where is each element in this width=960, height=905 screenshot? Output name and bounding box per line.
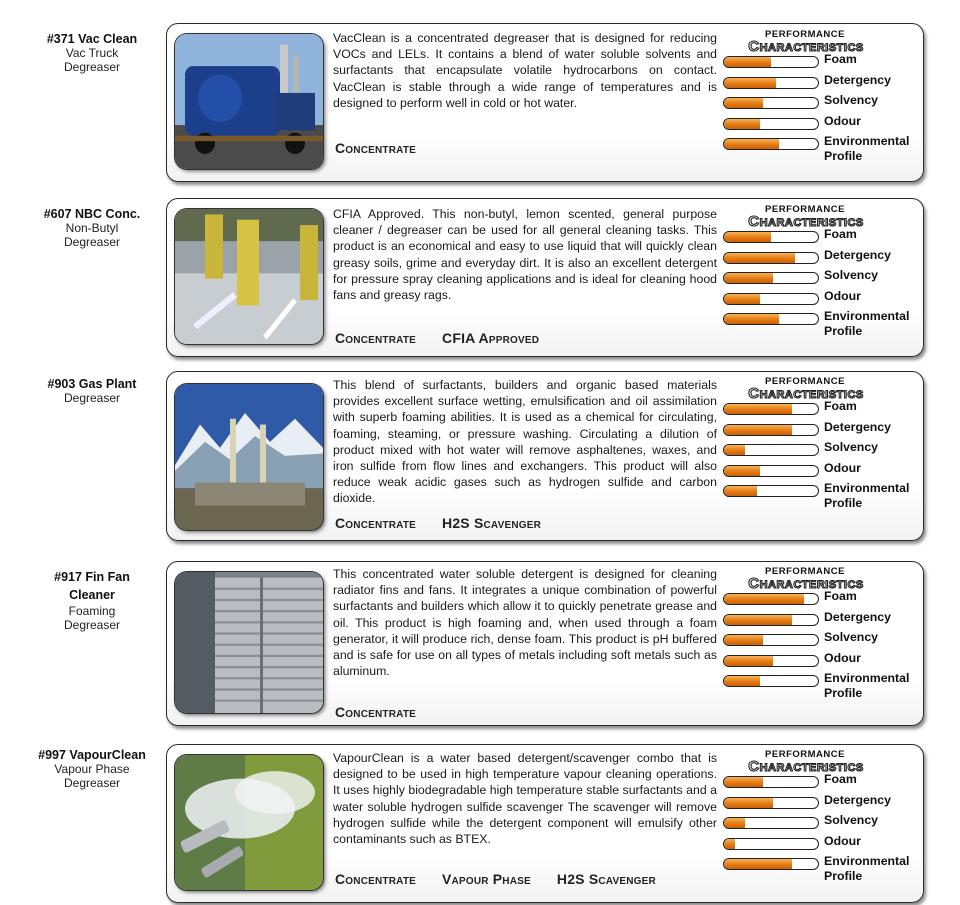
rating-label: Odour — [824, 113, 861, 128]
rating-row — [723, 632, 923, 653]
rating-label: Odour — [824, 833, 861, 848]
product-number: #903 Gas Plant — [47, 377, 137, 391]
rating-fill — [724, 676, 760, 686]
rating-row — [723, 460, 923, 484]
product-description: This concentrated water soluble detergent is designed for cleaning radiator fins and fans. It integrates a unique combination of powerful surfactants and builders which allow it to quickly penetrate grease and oil. This product is high foaming and, when used through a foam generator, it will produce rich, dense foam. This product is pH buffered and is safe for use on all types of metals including soft metals such as aluminum. — [333, 567, 717, 679]
rating-label: Environmental Profile — [824, 854, 910, 884]
fin-fan-photo — [175, 572, 323, 713]
product-tags — [335, 330, 565, 346]
rating-fill — [724, 273, 773, 283]
rating-label: Detergency — [824, 792, 891, 807]
product-tag: CFIA Approved — [442, 330, 540, 346]
rating-fill — [724, 57, 771, 67]
product-tag: Concentrate — [335, 330, 417, 346]
rating-fill — [724, 253, 795, 263]
performance-characteristics — [723, 749, 923, 884]
characteristics-title: Characteristics — [748, 575, 864, 592]
product-description: VacClean is a concentrated degreaser that is designed for reducing VOCs and LELs. It contains a blend of water soluble solvents and surfactants that encapsulate volatile hydrocarbons on contact. VacClean is stable through a wide range of temperatures and is designed to perform well in cold or hot water. — [333, 31, 717, 110]
gas-plant-photo — [175, 384, 323, 530]
rating-label: Foam — [824, 589, 857, 603]
rating-fill — [724, 445, 745, 455]
product-tag: Concentrate — [335, 515, 417, 531]
rating-fill — [724, 777, 763, 787]
rating-bar — [723, 858, 819, 870]
rating-fill — [724, 798, 773, 808]
rating-bar — [723, 313, 819, 325]
rating-fill — [724, 139, 779, 149]
rating-label: Detergency — [824, 419, 891, 434]
rating-bar — [723, 118, 819, 130]
rating-fill — [724, 615, 792, 625]
rating-row — [723, 229, 923, 250]
rating-fill — [724, 818, 745, 828]
rating-row — [723, 270, 923, 291]
rating-fill — [724, 635, 763, 645]
rating-bar — [723, 97, 819, 109]
product-label — [24, 568, 160, 632]
rating-label-line2: Profile — [824, 496, 863, 511]
product-label — [24, 748, 160, 790]
rating-bar — [723, 231, 819, 243]
product-subtitle: Vapour Phase — [54, 762, 130, 776]
rating-bar — [723, 272, 819, 284]
rating-label: Solvency — [824, 93, 878, 108]
rating-fill — [724, 425, 792, 435]
rating-row — [723, 481, 923, 511]
product-subtitle: Degreaser — [63, 391, 121, 405]
product-tag: H2S Scavenger — [442, 515, 542, 531]
performance-characteristics — [723, 204, 923, 339]
rating-bar — [723, 293, 819, 305]
rating-bar — [723, 817, 819, 829]
product-description: VapourClean is a water based detergent/scavenger combo that is designed to be used in high temperature vapour cleaning operations. It uses highly biodegradable high temperature stable surfactants and a water soluble hydrogen sulfide scavenger The scavenger will remove hydrogen sulfide while the detergent component will emulsify other contaminants such as BTEX. — [333, 751, 717, 847]
rating-row — [723, 95, 923, 116]
rating-row — [723, 419, 923, 443]
rating-label: Environmental Profile — [824, 309, 910, 339]
rating-label: Solvency — [824, 630, 878, 645]
rating-row — [723, 815, 923, 836]
product-description: CFIA Approved. This non-butyl, lemon scented, general purpose cleaner / degreaser can be used for all general cleaning tasks. This product is an economical and easy to use liquid that will quickly clean greasy soils, grime and everyday dirt. It is also an excellent detergent for pressure spray cleaning applications and is ideal for cleaning hood fans and greasy rags. — [333, 207, 717, 303]
product-description: This blend of surfactants, builders and organic based materials provides excellent surface wetting, emulsification and oil assimilation with superb foaming abilities. It is used as a chemical for circulating, foaming, steaming, or pressure washing. Circulating a dilution of product mixed with hot water will remove asphaltenes, waxes, and iron sulfide from flow lines and exchangers. This product will also reduce weak acidic gases such as hydrogen sulfide and carbon dioxide. — [333, 378, 717, 506]
rating-fill — [724, 486, 757, 496]
rating-fill — [724, 466, 760, 476]
rating-bar — [723, 424, 819, 436]
characteristics-title: Characteristics — [748, 213, 864, 230]
rating-row — [723, 134, 923, 164]
rating-bar — [723, 485, 819, 497]
pressure-washing-photo — [175, 209, 323, 344]
characteristics-title: Characteristics — [748, 385, 864, 402]
performance-title: PERFORMANCE — [765, 204, 845, 215]
rating-label: Foam — [824, 227, 857, 241]
performance-characteristics — [723, 29, 923, 164]
product-tag: H2S Scavenger — [556, 871, 656, 887]
product-tags — [335, 515, 567, 531]
rating-label: Detergency — [824, 609, 891, 624]
rating-bar — [723, 77, 819, 89]
product-label — [24, 377, 160, 405]
performance-title: PERFORMANCE — [765, 749, 845, 760]
rating-row — [723, 247, 923, 271]
rating-bar — [723, 444, 819, 456]
rating-label: Solvency — [824, 440, 878, 455]
rating-fill — [724, 98, 763, 108]
product-subtitle: Non-Butyl — [65, 221, 119, 235]
rating-row — [723, 591, 923, 612]
rating-label-line2: Profile — [824, 686, 863, 701]
product-subtitle: Degreaser — [63, 618, 121, 632]
product-tag: Concentrate — [335, 871, 417, 887]
product-number: #917 Fin Fan Cleaner — [54, 570, 130, 602]
rating-label-line2: Profile — [824, 149, 863, 164]
rating-fill — [724, 839, 735, 849]
product-number: #371 Vac Clean — [46, 32, 138, 46]
rating-row — [723, 609, 923, 633]
rating-bar — [723, 614, 819, 626]
rating-row — [723, 833, 923, 857]
product-number: #997 VapourClean — [38, 748, 146, 762]
product-tags — [335, 140, 442, 156]
rating-fill — [724, 294, 760, 304]
performance-title: PERFORMANCE — [765, 566, 845, 577]
rating-row — [723, 288, 923, 312]
rating-row — [723, 854, 923, 884]
rating-label: Foam — [824, 52, 857, 66]
product-tag: Concentrate — [335, 140, 417, 156]
product-tags — [335, 871, 682, 887]
rating-row — [723, 401, 923, 422]
rating-fill — [724, 314, 779, 324]
rating-row — [723, 113, 923, 137]
rating-bar — [723, 634, 819, 646]
performance-title: PERFORMANCE — [765, 376, 845, 387]
rating-fill — [724, 656, 773, 666]
rating-label: Foam — [824, 399, 857, 413]
product-subtitle: Degreaser — [63, 60, 121, 74]
rating-row — [723, 309, 923, 339]
rating-bar — [723, 776, 819, 788]
rating-label: Environmental Profile — [824, 134, 910, 164]
product-number: #607 NBC Conc. — [43, 207, 141, 221]
rating-row — [723, 774, 923, 795]
performance-title: PERFORMANCE — [765, 29, 845, 40]
rating-label: Odour — [824, 460, 861, 475]
rating-fill — [724, 594, 804, 604]
rating-row — [723, 442, 923, 463]
product-subtitle: Degreaser — [63, 776, 121, 790]
rating-fill — [724, 404, 792, 414]
product-tag: Vapour Phase — [442, 871, 531, 887]
vapour-cleaning-photo — [175, 755, 323, 890]
performance-characteristics — [723, 376, 923, 511]
characteristics-title: Characteristics — [748, 758, 864, 775]
rating-row — [723, 671, 923, 701]
product-subtitle: Foaming — [68, 604, 116, 618]
rating-fill — [724, 119, 760, 129]
rating-bar — [723, 593, 819, 605]
rating-fill — [724, 78, 776, 88]
rating-bar — [723, 56, 819, 68]
rating-label: Odour — [824, 288, 861, 303]
rating-label: Odour — [824, 650, 861, 665]
rating-label: Foam — [824, 772, 857, 786]
rating-label: Environmental Profile — [824, 481, 910, 511]
rating-bar — [723, 403, 819, 415]
product-tags — [335, 704, 442, 720]
rating-label: Detergency — [824, 247, 891, 262]
rating-label: Solvency — [824, 813, 878, 828]
rating-row — [723, 792, 923, 816]
product-subtitle: Degreaser — [63, 235, 121, 249]
rating-bar — [723, 655, 819, 667]
rating-label: Environmental Profile — [824, 671, 910, 701]
rating-bar — [723, 838, 819, 850]
product-tag: Concentrate — [335, 704, 417, 720]
rating-row — [723, 72, 923, 96]
vacuum-truck-photo — [175, 34, 323, 169]
rating-row — [723, 54, 923, 75]
rating-label-line2: Profile — [824, 324, 863, 339]
rating-label: Solvency — [824, 268, 878, 283]
characteristics-title: Characteristics — [748, 38, 864, 55]
rating-bar — [723, 252, 819, 264]
product-subtitle: Vac Truck — [65, 46, 119, 60]
rating-fill — [724, 859, 792, 869]
rating-bar — [723, 797, 819, 809]
performance-characteristics — [723, 566, 923, 701]
rating-label: Detergency — [824, 72, 891, 87]
product-label — [24, 207, 160, 249]
rating-fill — [724, 232, 771, 242]
rating-bar — [723, 675, 819, 687]
product-label — [24, 32, 160, 74]
rating-bar — [723, 465, 819, 477]
rating-bar — [723, 138, 819, 150]
rating-row — [723, 650, 923, 674]
rating-label-line2: Profile — [824, 869, 863, 884]
